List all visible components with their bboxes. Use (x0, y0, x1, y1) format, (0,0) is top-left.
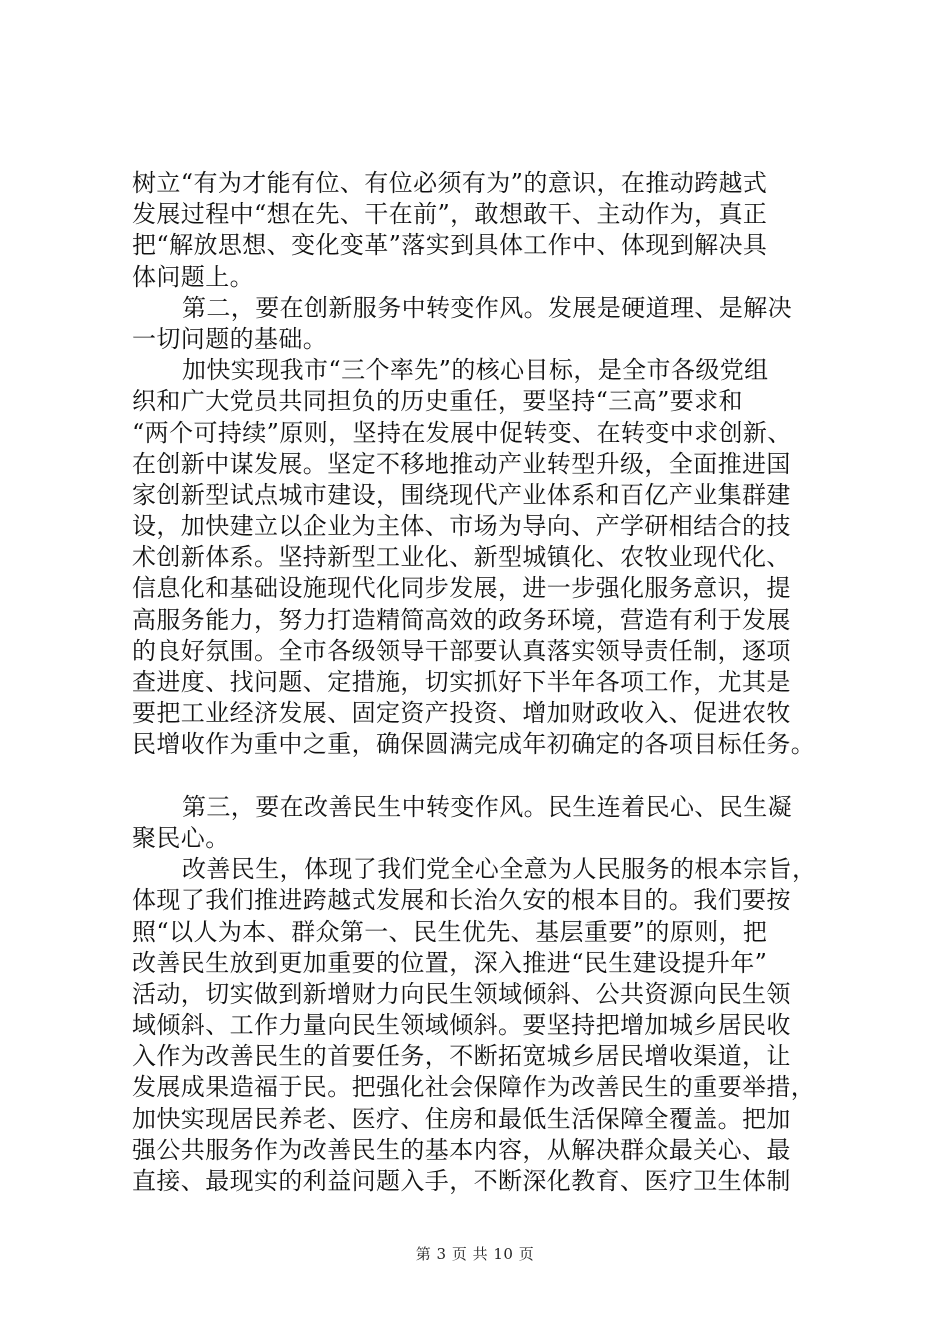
text-line: 织和广大党员共同担负的历史重任，要坚持“三高”要求和 (132, 387, 743, 416)
text-line: 一切问题的基础。 (132, 324, 328, 353)
paragraph (132, 168, 832, 293)
text-line: 加快实现居民养老、医疗、住房和最低生活保障全覆盖。把加 (132, 1104, 791, 1133)
text-line: 要把工业经济发展、固定资产投资、增加财政收入、促进农牧 (132, 699, 791, 728)
page-footer: 第 3 页 共 10 页 (415, 1245, 535, 1263)
text-line: 体问题上。 (132, 262, 254, 291)
text-line: 照“以人为本、群众第一、民生优先、基层重要”的原则，把 (132, 917, 768, 946)
paragraph (132, 792, 832, 854)
text-line: “两个可持续”原则，坚持在发展中促转变、在转变中求创新、 (132, 418, 792, 447)
text-line: 入作为改善民生的首要任务，不断拓宽城乡居民增收渠道，让 (132, 1042, 791, 1071)
text-line: 查进度、找问题、定措施，切实抓好下半年各项工作，尤其是 (132, 668, 791, 696)
text-line: 体现了我们推进跨越式发展和长治久安的根本目的。我们要按 (132, 886, 791, 915)
text-line: 设，加快建立以企业为主体、市场为导向、产学研相结合的技 (132, 512, 791, 541)
text-line: 改善民生，体现了我们党全心全意为人民服务的根本宗旨， (182, 855, 817, 884)
paragraph (132, 293, 832, 355)
text-line: 活动，切实做到新增财力向民生领域倾斜、公共资源向民生领 (132, 979, 791, 1008)
text-line: 高服务能力，努力打造精简高效的政务环境，营造有利于发展 (132, 605, 791, 634)
text-line: 在创新中谋发展。坚定不移地推动产业转型升级，全面推进国 (132, 449, 791, 478)
text-line: 信息化和基础设施现代化同步发展，进一步强化服务意识，提 (132, 574, 791, 603)
text-line: 术创新体系。坚持新型工业化、新型城镇化、农牧业现代化、 (132, 543, 791, 572)
text-line: 发展过程中“想在先、干在前”，敢想敢干、主动作为，真正 (132, 200, 768, 229)
text-line: 加快实现我市“三个率先”的核心目标，是全市各级党组 (182, 356, 769, 385)
paragraph (132, 854, 832, 1197)
paragraph (132, 355, 832, 760)
text-line: 聚民心。 (132, 823, 230, 852)
text-line: 直接、最现实的利益问题入手，不断深化教育、医疗卫生体制 (132, 1167, 791, 1195)
document-body (132, 168, 832, 1197)
text-line: 把“解放思想、变化变革”落实到具体工作中、体现到解决具 (132, 231, 768, 260)
text-line: 家创新型试点城市建设，围绕现代产业体系和百亿产业集群建 (132, 480, 791, 509)
text-line: 强公共服务作为改善民生的基本内容，从解决群众最关心、最 (132, 1135, 791, 1164)
text-line: 改善民生放到更加重要的位置，深入推进“民生建设提升年” (132, 948, 768, 977)
text-line: 域倾斜、工作力量向民生领域倾斜。要坚持把增加城乡居民收 (132, 1011, 791, 1040)
text-line: 民增收作为重中之重，确保圆满完成年初确定的各项目标任务。 (132, 730, 816, 759)
text-line: 的良好氛围。全市各级领导干部要认真落实领导责任制，逐项 (132, 636, 791, 665)
text-line: 发展成果造福于民。把强化社会保障作为改善民生的重要举措， (132, 1073, 816, 1102)
text-line: 树立“有为才能有位、有位必须有为”的意识，在推动跨越式 (132, 169, 768, 197)
text-line: 第二，要在创新服务中转变作风。发展是硬道理、是解决 (182, 293, 792, 322)
paragraph-gap (132, 761, 832, 792)
text-line: 第三，要在改善民生中转变作风。民生连着民心、民生凝 (182, 792, 792, 821)
